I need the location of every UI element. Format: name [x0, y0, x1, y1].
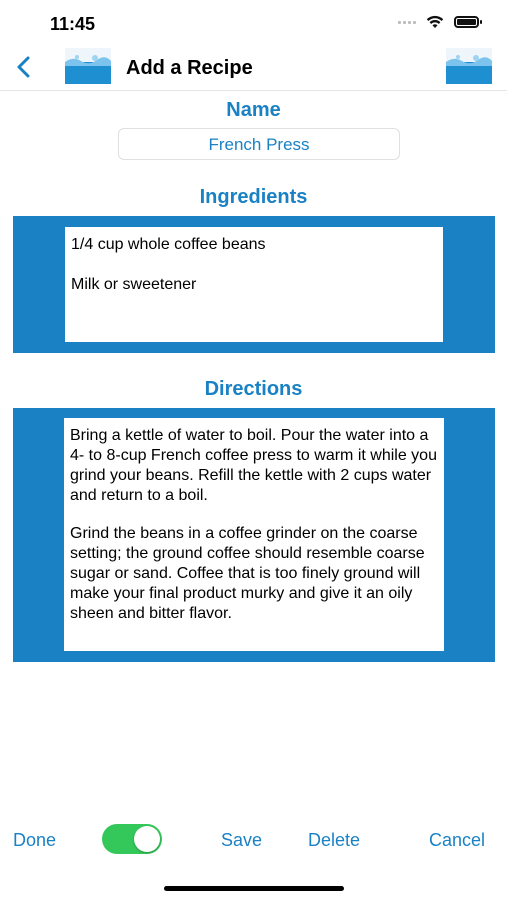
- ingredient-line: Milk or sweetener: [71, 276, 197, 293]
- delete-button[interactable]: Delete: [308, 830, 361, 850]
- name-label: Name: [226, 99, 281, 121]
- directions-label: Directions: [204, 378, 303, 400]
- done-button[interactable]: Done: [13, 830, 57, 850]
- ingredients-text-area[interactable]: [65, 227, 443, 342]
- home-indicator: [164, 886, 344, 891]
- toggle-knob: [134, 826, 160, 852]
- cancel-button[interactable]: Cancel: [429, 830, 486, 850]
- directions-text-area[interactable]: [64, 418, 444, 651]
- directions-paragraph: Bring a kettle of water to boil. Pour the water into a 4- to 8-cup French coffee press to warm it while you grind your beans. Refill the kettle with 2 cups water and return to a boil.: [70, 427, 437, 504]
- status-icons: [398, 15, 479, 29]
- ingredients-label: Ingredients: [199, 186, 308, 208]
- status-time: 11:45: [50, 14, 96, 34]
- nav-bar: [0, 46, 507, 91]
- battery-icon: [454, 16, 479, 28]
- bottom-toolbar: [0, 820, 507, 860]
- cellular-signal-icon: [398, 21, 416, 24]
- wifi-icon: [426, 15, 444, 29]
- toggle-switch[interactable]: [102, 824, 162, 854]
- status-bar: [0, 0, 507, 46]
- recipe-thumbnail-icon: [65, 48, 111, 84]
- recipe-name-field[interactable]: French Press: [118, 128, 400, 160]
- directions-paragraph: Grind the beans in a coffee grinder on the coarse setting; the ground coffee should resemble coarse sugar or sand. Coffee that is too finely ground will make your final product murky and give it an oily sheen and bitter flavor.: [70, 525, 425, 622]
- page-title: Add a Recipe: [126, 57, 253, 79]
- recipe-thumbnail-icon: [446, 48, 492, 84]
- save-button[interactable]: Save: [221, 830, 263, 850]
- back-chevron-icon[interactable]: [10, 52, 40, 82]
- ingredient-line: 1/4 cup whole coffee beans: [71, 236, 266, 253]
